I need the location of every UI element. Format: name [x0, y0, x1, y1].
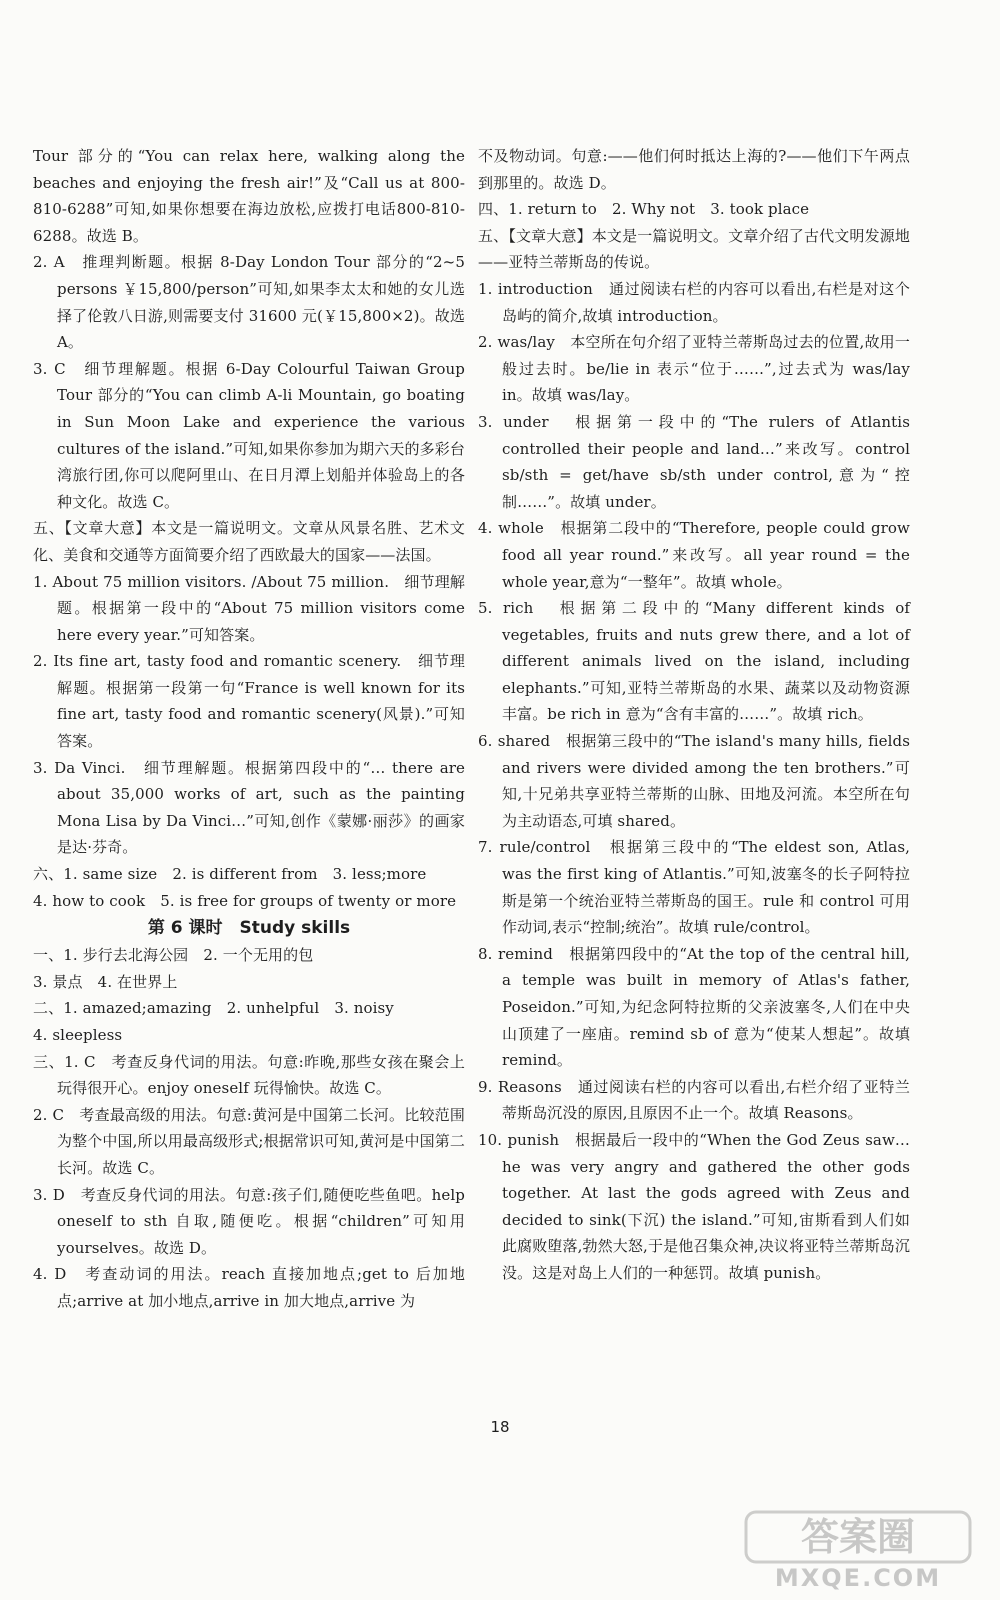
answer-item: 5. rich 根据第二段中的“Many different kinds of vegetables, fruits and nuts grew there, and a lot of different animals lived on the island, including elephants.”可知,亚特兰蒂斯岛的水果、蔬菜以及动物资源丰富。be rich in 意为“含有丰富的……”。故填 rich。	[478, 599, 910, 724]
right-column	[478, 143, 910, 1287]
answer-line: 一、1. 步行去北海公园 2. 一个无用的包	[33, 946, 314, 965]
watermark-title: 答案圈	[800, 1515, 916, 1559]
answer-item: 10. punish 根据最后一段中的“When the God Zeus saw… he was very angry and gathered the other gods together. At last the gods agreed with Zeus and decided to sink(下沉) the island.”可知,宙斯看到人们如此腐败堕落,勃然大怒,于是他召集众神,决议将亚特兰蒂斯岛沉没。这是对岛上人们的一种惩罚。故填 punish。	[478, 1130, 910, 1282]
answer-item: 1. introduction 通过阅读右栏的内容可以看出,右栏是对这个岛屿的简介,故填 introduction。	[478, 279, 910, 325]
watermark-logo	[738, 1506, 978, 1594]
answer-item: 4. D 考查动词的用法。reach 直接加地点;get to 后加地点;arrive at 加小地点,arrive in 加大地点,arrive 为	[33, 1265, 465, 1310]
answer-item: 3. D 考查反身代词的用法。句意:孩子们,随便吃些鱼吧。help oneself to sth 自取,随便吃。根据“children”可知用 yourselves。故选 D。	[33, 1185, 465, 1257]
answer-item: 2. Its fine art, tasty food and romantic scenery. 细节理解题。根据第一段第一句“France is well known for its fine art, tasty food and romantic scenery(风景).”可知答案。	[33, 652, 465, 751]
section-summary: 五、【文章大意】本文是一篇说明文。文章从风景名胜、艺术文化、美食和交通等方面简要介绍了西欧最大的国家——法国。	[33, 519, 465, 564]
answer-line: 4. how to cook 5. is free for groups of twenty or more	[33, 891, 457, 910]
answer-item: 3. Da Vinci. 细节理解题。根据第四段中的“… there are about 35,000 works of art, such as the painting Mona Lisa by Da Vinci…”可知,创作《蒙娜·丽莎》的画家是达·芬奇。	[33, 758, 465, 857]
answer-line: 四、1. return to 2. Why not 3. took place	[478, 200, 810, 219]
answer-item: 9. Reasons 通过阅读右栏的内容可以看出,右栏介绍了亚特兰蒂斯岛沉没的原因,且原因不止一个。故填 Reasons。	[478, 1077, 910, 1123]
answer-item: 6. shared 根据第三段中的“The island's many hills, fields and rivers were divided among the ten brothers.”可知,十兄弟共享亚特兰蒂斯的山脉、田地及河流。本空所在句为主动语态,可填 shared。	[478, 732, 910, 830]
lesson-heading: 第 6 课时 Study skills	[147, 918, 351, 939]
left-column	[33, 143, 465, 1315]
answer-line: 4. sleepless	[33, 1026, 123, 1044]
answer-line: 3. 景点 4. 在世界上	[33, 972, 178, 991]
answer-paragraph: 不及物动词。句意:——他们何时抵达上海的?——他们下午两点到那里的。故选 D。	[478, 147, 910, 192]
answer-item: 3. C 细节理解题。根据 6-Day Colourful Taiwan Group Tour 部分的“You can climb A-li Mountain, go boating in Sun Moon Lake and experience the various cultures of the island.”可知,如果你参加为期六天的多彩台湾旅行团,你可以爬阿里山、在日月潭上划船并体验岛上的各种文化。故选 C。	[33, 359, 465, 511]
answer-item: 2. A 推理判断题。根据 8-Day London Tour 部分的“2~5 persons ￥15,800/person”可知,如果李太太和她的女儿选择了伦敦八日游,则需要支付 31600 元(￥15,800×2)。故选 A。	[33, 253, 465, 352]
answer-item: 1. About 75 million visitors. /About 75 million. 细节理解题。根据第一段中的“About 75 million visitors come here every year.”可知答案。	[33, 572, 465, 644]
answer-item: 7. rule/control 根据第三段中的“The eldest son, Atlas, was the first king of Atlantis.”可知,波塞冬的长子阿特拉斯是第一个统治亚特兰蒂斯岛的国王。rule 和 control 可用作动词,表示“控制;统治”。故填 rule/control。	[478, 838, 910, 937]
watermark-url: MXQE.COM	[774, 1564, 942, 1592]
section-summary: 五、【文章大意】本文是一篇说明文。文章介绍了古代文明发源地——亚特兰蒂斯岛的传说。	[478, 226, 910, 272]
page-number: 18	[490, 1418, 510, 1436]
answer-item: 三、1. C 考查反身代词的用法。句意:昨晚,那些女孩在聚会上玩得很开心。enjoy oneself 玩得愉快。故选 C。	[33, 1052, 465, 1098]
answer-item: 3. under 根据第一段中的“The rulers of Atlantis controlled their people and land…”来改写。control sb/sth = get/have sb/sth under control,意为“控制……”。故填 under。	[478, 412, 910, 511]
answer-paragraph: Tour 部分的“You can relax here, walking along the beaches and enjoying the fresh air!”及“Call us at 800-810-6288”可知,如果你想要在海边放松,应拨打电话800-810-6288。故选 B。	[33, 147, 465, 245]
answer-item: 4. whole 根据第二段中的“Therefore, people could grow food all year round.”来改写。all year round = the whole year,意为“一整年”。故填 whole。	[478, 519, 910, 591]
answer-item: 2. C 考查最高级的用法。句意:黄河是中国第二长河。比较范围为整个中国,所以用最高级形式;根据常识可知,黄河是中国第二长河。故选 C。	[33, 1105, 465, 1177]
answer-item: 8. remind 根据第四段中的“At the top of the central hill, a temple was built in memory of Atlas's father, Poseidon.”可知,为纪念阿特拉斯的父亲波塞冬,人们在中央山顶建了一座庙。remind sb of 意为“使某人想起”。故填 remind。	[478, 944, 910, 1070]
answer-line: 二、1. amazed;amazing 2. unhelpful 3. noisy	[33, 999, 394, 1018]
answer-line: 六、1. same size 2. is different from 3. less;more	[33, 865, 427, 884]
answer-item: 2. was/lay 本空所在句介绍了亚特兰蒂斯岛过去的位置,故用一般过去时。be/lie in 表示“位于……”,过去式为 was/lay in。故填 was/lay。	[478, 333, 910, 405]
